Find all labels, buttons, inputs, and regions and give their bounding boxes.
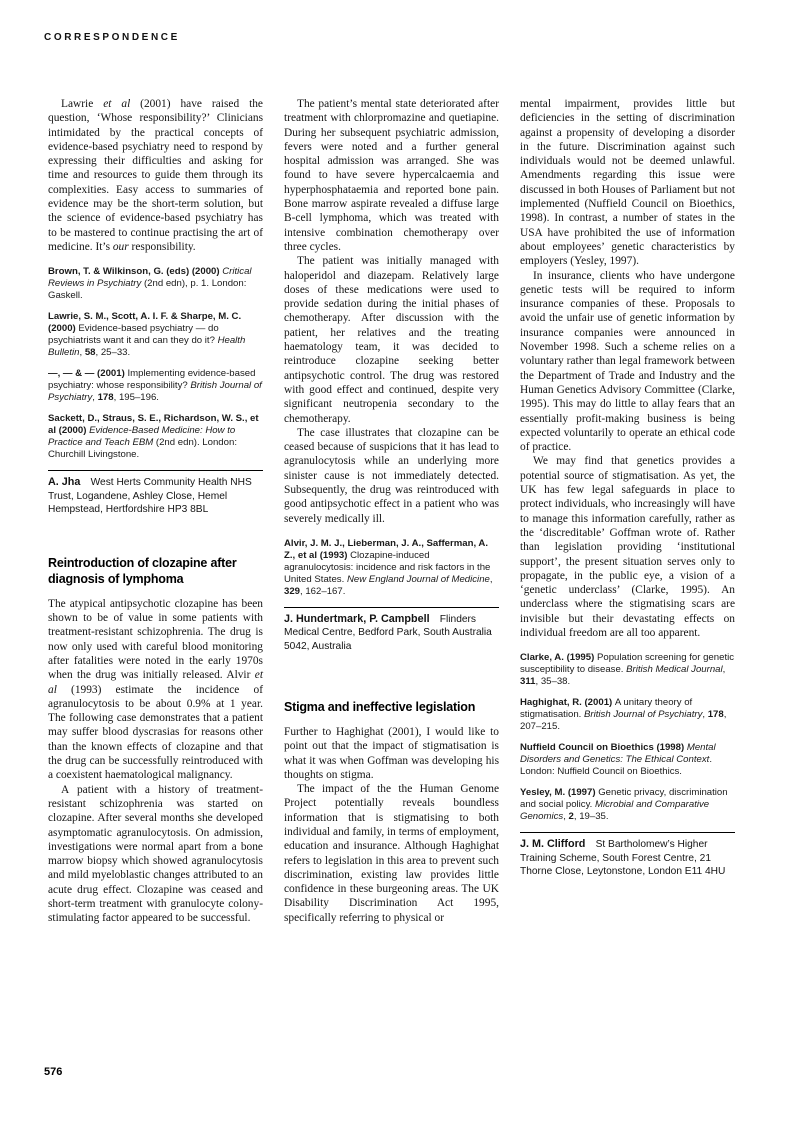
reference-entry: Sackett, D., Straus, S. E., Richardson, W. S., et al (2000) Evidence-Based Medicine: How to Practice and Teach EBM (2nd edn). London: Churchill Livingstone. <box>48 413 259 461</box>
reference-list <box>48 266 263 461</box>
paragraph: We may find that genetics provides a potential source of stigmatisation. As yet, the UK has few legal safeguards in place to protect individuals, who increasingly will have to manage this information carefully, rather as the ‘discreditable’ Goffman wrote of. Rather than legislation providing ‘institutional support’, the present situation serves only to propagate, in the public eye, a vision of a ‘genetic underclass’ (Clarke, 1995). An underclass where the stigmatising scars are invisible but their devastating effects on individual freedom are all too apparent. <box>520 455 735 639</box>
paragraph: The case illustrates that clozapine can be ceased because of suspicions that it has lead to agranulocytosis while an underlying more sinister cause is not immediately detected. Subsequently, the drug was reintroduced with good antipsychotic effect in a patient who was severely medically ill. <box>284 426 499 525</box>
paragraph: A patient with a history of treatment-resistant schizophrenia was started on clozapine. After several months she developed asymptomatic agranulocytosis. On admission, investigations were normal apart from a bone marrow biopsy which showed agranulocytosis and mild myeloblastic changes attributed to an acute drug effect. Clozapine was ceased and short-term treatment with granulocyte colony-stimulating factor appeared to be successful. <box>48 783 263 925</box>
paragraph: Lawrie et al (2001) have raised the question, ‘Whose responsibility?’ Clinicians intimidated by the practical concepts of evidence-based psychiatry need to respond by expressing their difficulties and asking for time and resources to guide them through its complexities. Easy access to summaries of evidence may be the short-term solution, but the science of evidence-based psychiatry has to be mastered to continue practising the art of medicine. It’s our responsibility. <box>48 98 263 253</box>
paragraph: In insurance, clients who have undergone genetic tests will be required to inform insurance companies of these. Proposals to avoid the unfair use of genetic information by insurance companies were announced in November 1998. Such a scheme relies on a voluntary rather than legal framework between the Department of Trade and Industry and the Human Genetics Advisory Committee (Clarke, 1995). This may do little to allay fears that an essentially profit-making business is being expected voluntarily to operate an ethical code of practice. <box>520 269 735 454</box>
letter-title: Reintroduction of clozapine after diagnosis of lymphoma <box>48 555 237 587</box>
paragraph: The atypical antipsychotic clozapine has been shown to be of value in some patients with treatment-resistant schizophrenia. The drug is now only used with careful blood monitoring after fatalities were noted in the early 1970s when the drug was initially released. Alvir et al (1993) estimate the incidence of agranulocytosis to be about 0.9% at 1 year. The following case demonstrates that a patient may suffer blood dyscrasias for reasons other than the known effects of clozapine and that the drug can be successfully reintroduced with a coexistent haematological malignancy. <box>48 597 263 782</box>
reference-entry: Lawrie, S. M., Scott, A. I. F. & Sharpe, M. C. (2000) Evidence-based psychiatry — do psychiatrists want it and can they do it? Health Bulletin, 58, 25–33. <box>48 311 246 359</box>
paragraph: The patient was initially managed with haloperidol and diazepam. Relatively large doses of these medications were used to provide sedation during the initial phases of chemotherapy. After discussion with the patient, her relatives and the treating haematology team, it was decided to reintroduce clozapine seeking better antipsychotic control. The drug was restored with good effect and continued, despite very significant neutropenia secondary to the chemotherapy. <box>284 255 499 425</box>
column-3 <box>520 97 735 926</box>
content-columns <box>48 97 735 926</box>
reference-entry: —, — & — (2001) Implementing evidence-based psychiatry: whose responsibility? British Journal of Psychiatry, 178, 195–196. <box>48 368 262 404</box>
reference-entry: Yesley, M. (1997) Genetic privacy, discrimination and social policy. Microbial and Comparative Genomics, 2, 19–35. <box>520 787 728 823</box>
author-signature: A. Jha West Herts Community Health NHS Trust, Logandene, Ashley Close, Hemel Hempstead, Hertfordshire HP3 8BL <box>48 470 263 517</box>
column-2 <box>284 97 499 926</box>
paragraph: The impact of the the Human Genome Project potentially reveals boundless information that is stigmatising to both individual and family, in terms of employment, education and insurance. Although Haghighat refers to legislation in this area to prevent such discrimination, existing law provides little confidence in these burgeoning areas. The UK Disability Discrimination Act 1995, specifically referring to physical or <box>284 783 500 924</box>
author-signature: J. Hundertmark, P. Campbell Flinders Medical Centre, Bedford Park, South Australia 5042, Australia <box>284 607 499 654</box>
reference-entry: Nuffield Council on Bioethics (1998) Mental Disorders and Genetics: The Ethical Context. London: Nuffield Council on Bioethics. <box>520 742 716 778</box>
reference-entry: Haghighat, R. (2001) A unitary theory of stigmatisation. British Journal of Psychiatry, 178, 207–215. <box>520 697 727 733</box>
reference-entry: Clarke, A. (1995) Population screening for genetic susceptibility to disease. British Medical Journal, 311, 35–38. <box>520 652 735 688</box>
reference-entry: Brown, T. & Wilkinson, G. (eds) (2000) Critical Reviews in Psychiatry (2nd edn), p. 1. London: Gaskell. <box>48 266 252 302</box>
author-signature: J. M. Clifford St Bartholomew’s Higher Training Scheme, South Forest Centre, 21 Thorne Close, Leytonstone, London E11 4HU <box>520 832 735 879</box>
column-1 <box>48 97 263 926</box>
reference-list <box>520 652 735 823</box>
reference-list <box>284 538 499 598</box>
paragraph: Further to Haghighat (2001), I would like to point out that the impact of stigmatisation is what it was when Goffman was developing his thoughts on stigma. <box>284 725 499 781</box>
page-number: 576 <box>44 1066 63 1078</box>
paragraph: mental impairment, provides little but deficiencies in the setting of discrimination against a propensity of developing a disorder in the future. Discrimination against such individuals would not be deemed unlawful. Amendments regarding this issue were discussed in both Houses of Parliament but not implemented (Nuffield Council on Bioethics, 1998). In contrast, a number of states in the USA have prohibited the use of information about employees’ genetic characteristics by employers (Yesley, 1997). <box>520 98 735 268</box>
running-head: CORRESPONDENCE <box>44 32 180 43</box>
letter-title: Stigma and ineffective legislation <box>284 700 476 715</box>
paragraph: The patient’s mental state deteriorated after treatment with chlorpromazine and quetiapine. During her subsequent psychiatric admission, fevers were noted and a further general hospital admission was arranged. She was found to have severe hypercalcaemia and hyperphosphataemia and reported bone pain. Bone marrow aspirate revealed a diffuse large B-cell lymphoma, which was treated with intensive combination chemotherapy over three cycles. <box>284 98 499 253</box>
reference-entry: Alvir, J. M. J., Lieberman, J. A., Safferman, A. Z., et al (1993) Clozapine-induced agranulocytosis: incidence and risk factors in the United States. New England Journal of Medicine, 329, 162–167. <box>284 537 493 597</box>
